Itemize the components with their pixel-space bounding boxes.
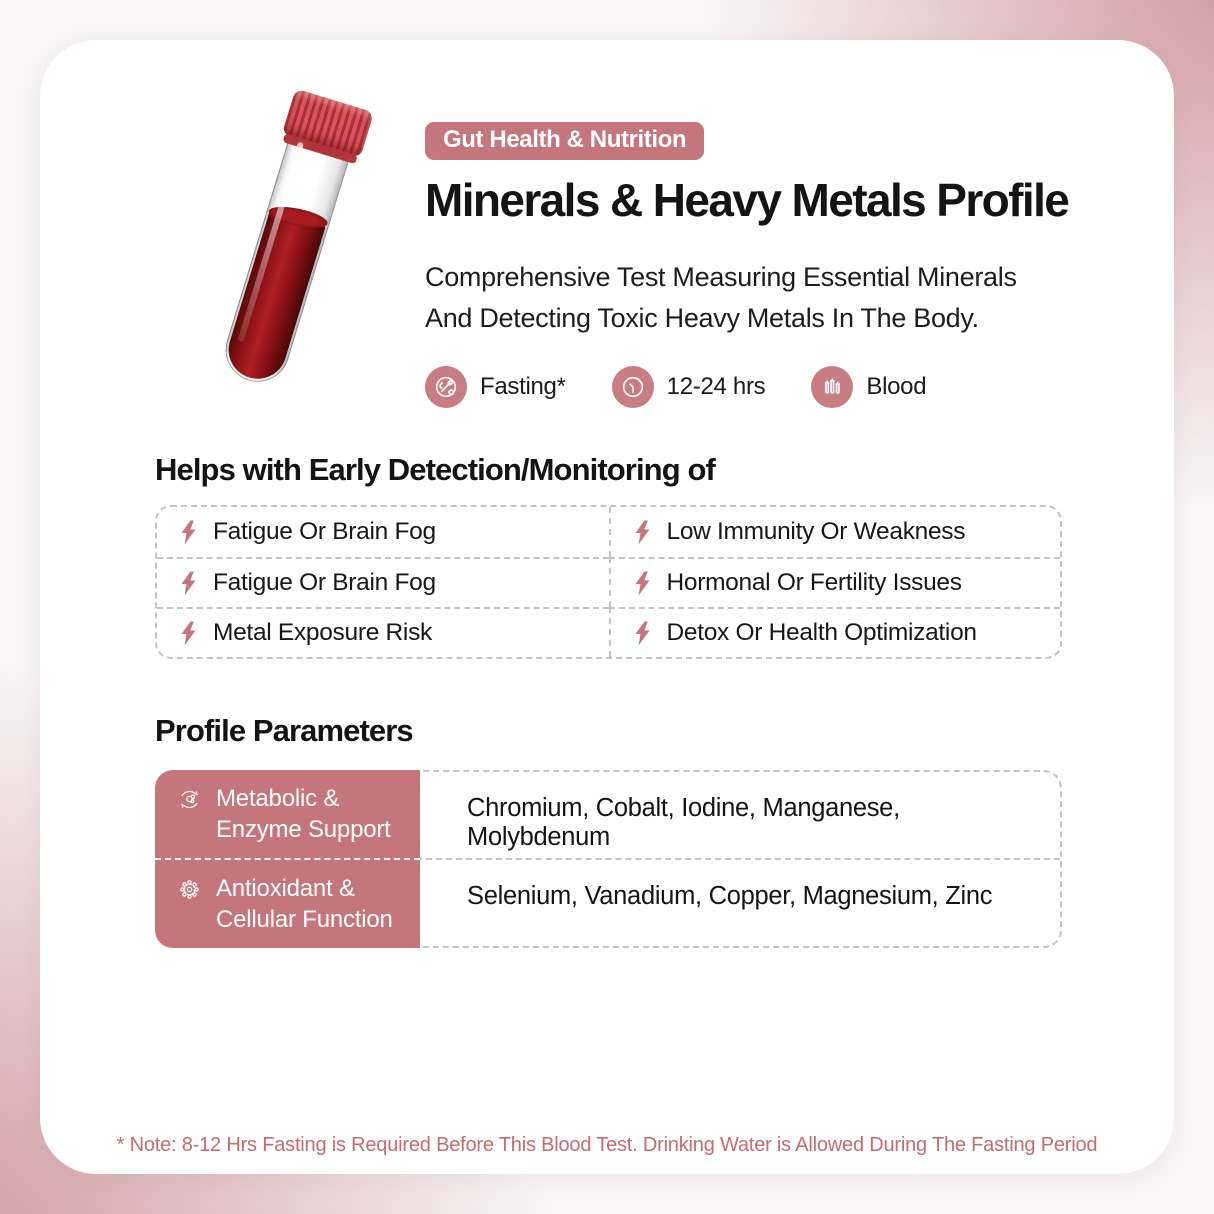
parameter-row	[157, 772, 1060, 858]
bolt-icon	[633, 621, 652, 646]
test-description-line1: Comprehensive Test Measuring Essential Minerals	[425, 262, 1017, 292]
detection-item-label: Hormonal Or Fertility Issues	[666, 569, 962, 596]
meta-item-duration	[612, 366, 766, 408]
test-meta-row	[425, 366, 1074, 408]
parameters-table	[155, 770, 1062, 948]
test-description-line2: And Detecting Toxic Heavy Metals In The Body.	[425, 303, 979, 333]
parameters-heading: Profile Parameters	[155, 713, 413, 748]
bolt-icon	[179, 571, 198, 596]
meta-item-sample	[811, 366, 926, 408]
meta-label-sample: Blood	[866, 373, 927, 400]
clock-icon	[612, 366, 654, 408]
antioxidant-icon	[176, 876, 203, 903]
detection-item	[609, 507, 1061, 557]
detection-item	[609, 607, 1061, 657]
blood-sample-icon	[811, 366, 853, 408]
header	[40, 40, 1174, 452]
bolt-icon	[179, 520, 198, 545]
parameter-category-label: Antioxidant & Cellular Function	[216, 875, 393, 933]
bolt-icon	[633, 571, 652, 596]
page-title: Minerals & Heavy Metals Profile	[425, 174, 1069, 226]
category-badge: Gut Health & Nutrition	[425, 122, 704, 160]
parameter-category	[155, 770, 420, 858]
parameter-category	[155, 858, 420, 948]
detection-item-label: Metal Exposure Risk	[213, 619, 432, 646]
parameter-category-label: Metabolic & Enzyme Support	[216, 785, 391, 843]
detection-heading: Helps with Early Detection/Monitoring of	[155, 452, 715, 487]
test-info-card	[40, 40, 1174, 1174]
detection-item	[157, 557, 609, 607]
parameter-values: Selenium, Vanadium, Copper, Magnesium, Zinc	[467, 882, 993, 910]
detection-item-label: Detox Or Health Optimization	[666, 619, 977, 646]
detection-section	[155, 452, 1062, 659]
detection-item-label: Fatigue Or Brain Fog	[213, 569, 436, 596]
fasting-icon	[425, 366, 467, 408]
detection-grid	[155, 505, 1062, 659]
parameters-section	[155, 713, 1062, 948]
meta-label-duration: 12-24 hrs	[666, 373, 766, 400]
parameter-row	[157, 858, 1060, 946]
test-description	[425, 257, 1074, 339]
detection-item-label: Fatigue Or Brain Fog	[213, 518, 436, 545]
test-tube	[218, 124, 355, 389]
detection-item	[609, 557, 1061, 607]
bolt-icon	[633, 520, 652, 545]
meta-item-fasting	[425, 366, 566, 408]
detection-item	[157, 607, 609, 657]
fasting-note: * Note: 8-12 Hrs Fasting is Required Before This Blood Test. Drinking Water is Allowed During The Fasting Period	[116, 1134, 1098, 1156]
blood-test-tube-illustration	[180, 102, 395, 402]
detection-item-label: Low Immunity Or Weakness	[666, 518, 966, 545]
parameter-values: Chromium, Cobalt, Iodine, Manganese, Molybdenum	[467, 794, 900, 851]
meta-label-fasting: Fasting*	[480, 373, 566, 400]
metabolism-icon	[176, 786, 203, 813]
detection-item	[157, 507, 609, 557]
header-text	[425, 122, 1074, 408]
bolt-icon	[179, 621, 198, 646]
